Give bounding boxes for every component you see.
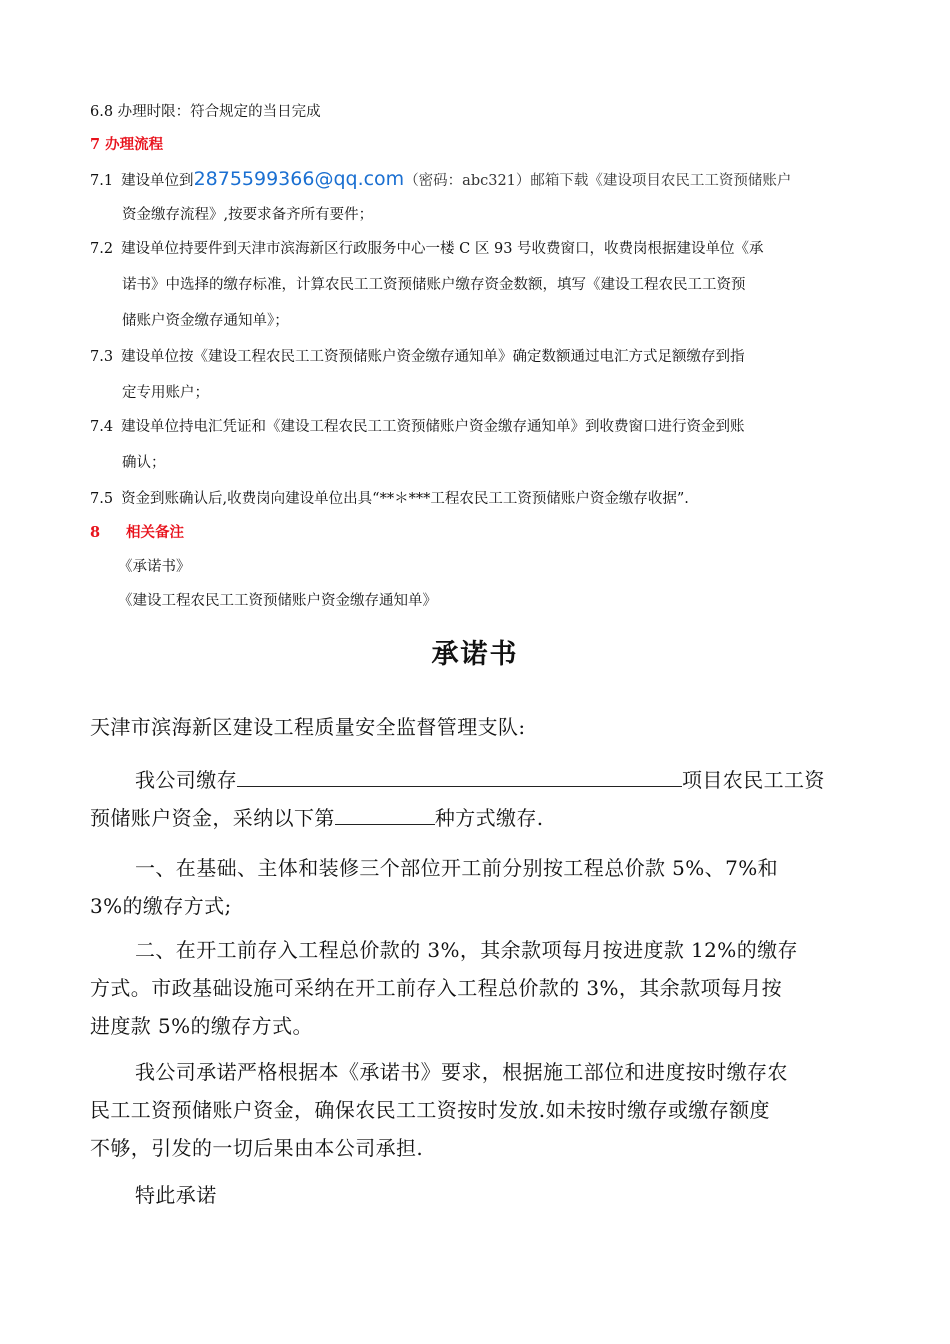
step-number: 7.3	[90, 349, 114, 365]
option-2-line2: 方式。市政基础设施可采纳在开工前存入工程总价款的 3%，其余款项每月按	[90, 976, 783, 1000]
step-7-2	[90, 232, 764, 266]
step-7-3	[90, 340, 745, 374]
pledge-p1-line2	[90, 798, 544, 838]
commit-line3: 不够，引发的一切后果由本公司承担.	[90, 1136, 424, 1160]
step-7-4	[90, 410, 745, 444]
step-7-1	[90, 162, 791, 198]
step-7-2-cont1: 诺书》中选择的缴存标准，计算农民工工资预储账户缴存资金数额，填写《建设工程农民工工资预	[122, 277, 746, 293]
pledge-p1	[135, 760, 825, 800]
step-7-1-cont: 资金缴存流程》,按要求备齐所有要件；	[122, 207, 374, 223]
email-link[interactable]: 2875599366@qq.com	[193, 168, 405, 190]
heading-8-number: 8	[90, 524, 101, 541]
option-1-line1: 一、在基础、主体和装修三个部位开工前分别按工程总价款 5%、7%和	[135, 856, 779, 880]
p1-post: 项目农民工工资	[682, 768, 825, 792]
option-number-blank[interactable]	[335, 802, 435, 825]
step-7-4-cont: 确认；	[122, 455, 166, 471]
heading-8-text: 相关备注	[126, 524, 184, 541]
step-text: （密码：abc321）邮箱下载《建设项目农民工工资预储账户	[404, 173, 792, 189]
p1-line2-post: 种方式缴存.	[434, 806, 544, 830]
note-1: 《承诺书》	[118, 559, 191, 575]
p1-pre: 我公司缴存	[135, 768, 237, 792]
step-number: 7.1	[90, 173, 114, 189]
step-7-3-cont: 定专用账户；	[122, 385, 209, 401]
option-2-line1: 二、在开工前存入工程总价款的 3%，其余款项每月按进度款 12%的缴存	[135, 938, 798, 962]
commit-line2: 民工工资预储账户资金，确保农民工工资按时发放.如未按时缴存或缴存额度	[90, 1098, 770, 1122]
note-2: 《建设工程农民工工资预储账户资金缴存通知单》	[118, 593, 437, 609]
option-1-line2: 3%的缴存方式;	[90, 894, 232, 918]
step-text: 资金到账确认后,收费岗向建设单位出具“**＊***工程农民工工资预储账户资金缴存收据”.	[121, 491, 689, 507]
commit-line1: 我公司承诺严格根据本《承诺书》要求，根据施工部位和进度按时缴存农	[135, 1060, 788, 1084]
pledge-title: 承诺书	[431, 639, 519, 670]
step-number: 7.2	[90, 241, 114, 257]
step-text: 建设单位持电汇凭证和《建设工程农民工工资预储账户资金缴存通知单》到收费窗口进行资金到账	[121, 419, 745, 435]
p1-line2-pre: 预储账户资金，采纳以下第	[90, 806, 335, 830]
closing: 特此承诺	[135, 1183, 217, 1207]
heading-7: 7 办理流程	[90, 136, 164, 153]
project-name-blank[interactable]	[237, 764, 682, 787]
heading-8	[90, 516, 184, 550]
step-7-5	[90, 482, 689, 516]
addressee: 天津市滨海新区建设工程质量安全监督管理支队:	[90, 715, 526, 739]
option-2-line3: 进度款 5%的缴存方式。	[90, 1014, 313, 1038]
step-number: 7.5	[90, 491, 114, 507]
step-text: 建设单位按《建设工程农民工工资预储账户资金缴存通知单》确定数额通过电汇方式足额缴存到指	[121, 349, 745, 365]
step-7-2-cont2: 储账户资金缴存通知单》；	[122, 313, 289, 329]
line-6-8: 6.8 办理时限：符合规定的当日完成	[90, 104, 321, 120]
step-number: 7.4	[90, 419, 114, 435]
step-text: 建设单位持要件到天津市滨海新区行政服务中心一楼 C 区 93 号收费窗口，收费岗根据建设单位《承	[121, 241, 764, 257]
step-text: 建设单位到	[121, 173, 194, 189]
